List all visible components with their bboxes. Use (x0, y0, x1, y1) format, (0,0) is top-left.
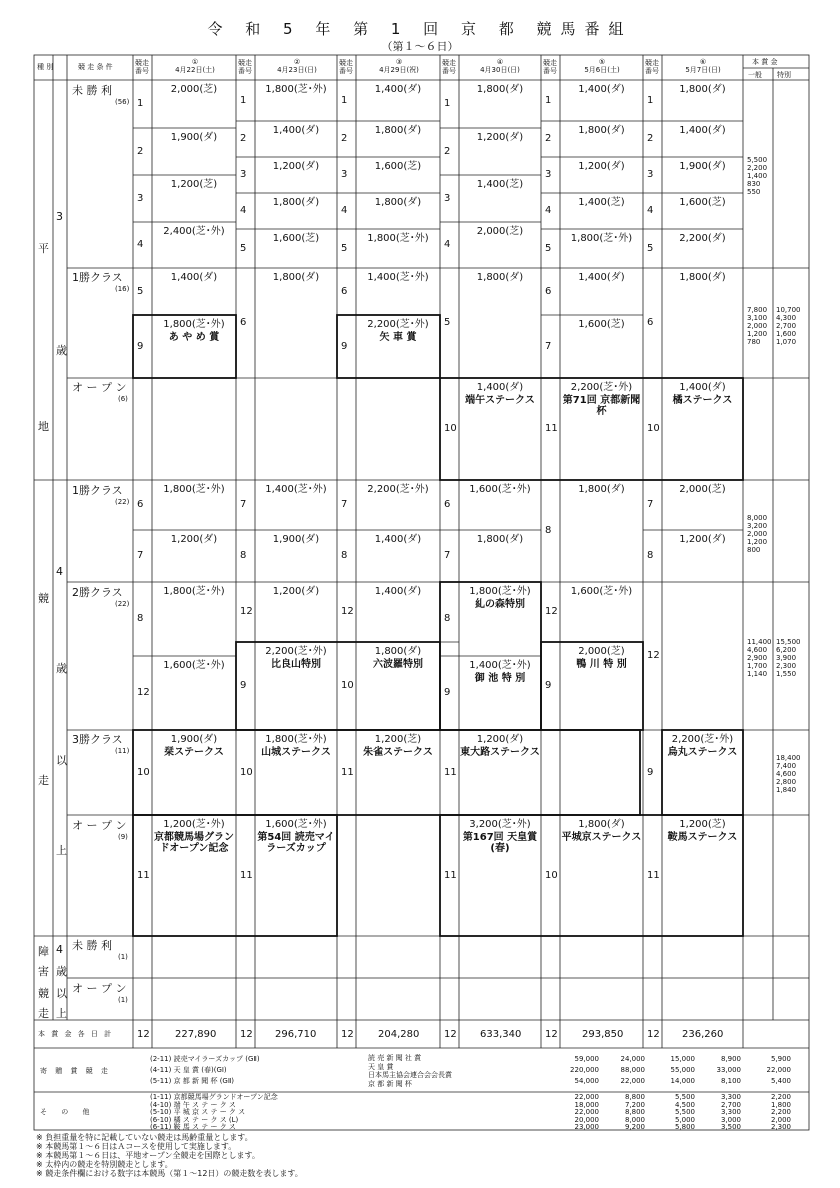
race-distance: 2,000(芝) (170, 84, 218, 95)
footnotes (36, 1133, 303, 1178)
race-name: 第71回 京都新聞杯 (562, 395, 641, 417)
footnote: ※ 負担重量を特に記載していない競走は馬齢重量とします。 (36, 1133, 253, 1142)
col-day5: ⑤ 5月6日(土) (584, 58, 620, 74)
race-number: 1 (545, 94, 552, 106)
race-distance: 1,400(ダ) (272, 125, 320, 136)
race-number: 3 (647, 169, 654, 180)
prize-3win: 18,400 7,400 4,600 2,800 1,840 (776, 754, 801, 794)
race-distance: 2,000(芝) (578, 646, 625, 657)
race-distance: 1,800(芝･外) (570, 233, 633, 244)
race-distance: 1,400(ダ) (679, 125, 726, 136)
race-distance: 1,600(芝) (272, 233, 320, 244)
race-name: 烏丸ステークス (667, 747, 738, 758)
race-number: 3 (137, 192, 144, 204)
race-distance: 1,400(芝･外) (469, 660, 531, 671)
col-race-no: 競走番号 (543, 59, 557, 75)
trophy-amounts (560, 1054, 794, 1087)
others-label: そ の 他 (40, 1108, 96, 1116)
race-distance: 1,200(ダ) (476, 132, 524, 143)
col-prize-special: 特別 (777, 71, 791, 79)
col-race-no: 競走番号 (339, 59, 353, 75)
race-number: 6 (240, 317, 247, 328)
race-distance: 1,400(ダ) (476, 382, 524, 393)
race-number: 9 (341, 340, 348, 352)
race-distance: 1,800(芝･外) (265, 84, 327, 95)
race-distance: 3,200(芝･外) (469, 819, 531, 830)
race-name: 御 池 特 別 (474, 673, 526, 684)
race-number: 4 (137, 239, 144, 250)
prize-1win3-general: 7,800 3,100 2,000 1,200 780 (747, 306, 768, 346)
race-number: 12 (647, 650, 660, 661)
cond-1win3: 1勝クラス (72, 271, 123, 284)
race-name: 端午ステークス (465, 395, 535, 406)
race-name: あ や め 賞 (168, 332, 220, 343)
race-name: 六波羅特別 (373, 659, 423, 670)
jump-age-4: 上 (56, 1007, 67, 1020)
totals-day6: 236,260 (682, 1029, 724, 1040)
totals-count-4: 12 (444, 1029, 457, 1040)
race-number: 1 (444, 98, 451, 109)
race-number: 5 (341, 242, 348, 254)
race-number: 11 (341, 766, 354, 778)
race-number: 3 (545, 169, 552, 180)
race-number: 4 (341, 205, 348, 216)
race-number: 11 (647, 869, 660, 881)
col-prize-general: 一般 (748, 71, 762, 79)
race-distance: 1,400(ダ) (679, 382, 726, 393)
race-distance: 1,800(ダ) (476, 534, 524, 545)
race-name: 第167回 天皇賞(春) (462, 832, 538, 854)
race-distance: 1,400(ダ) (578, 84, 625, 95)
age-4-sai: 歳 (56, 662, 67, 675)
race-distance: 2,200(芝･外) (367, 484, 429, 495)
race-number: 8 (545, 525, 552, 536)
cond-open3: オ ー プ ン (72, 381, 127, 394)
race-distance: 1,200(芝) (679, 819, 726, 830)
race-number: 5 (137, 285, 144, 297)
race-distance: 1,800(ダ) (476, 272, 524, 283)
totals-count-6: 12 (647, 1029, 660, 1040)
jump-3: 競 (38, 987, 49, 1000)
side-flat-2: 地 (38, 420, 49, 433)
race-number: 2 (240, 133, 247, 144)
race-distance: 1,800(芝･外) (367, 233, 429, 244)
page-title: 令 和 5 年 第 1 回 京 都 競馬番組 (207, 20, 633, 38)
col-race-no: 競走番号 (442, 59, 456, 75)
cond-jump-open-count: (1) (118, 996, 128, 1004)
totals-day5: 293,850 (582, 1029, 624, 1040)
race-number: 4 (444, 239, 451, 250)
side-flat-3: 競 (38, 592, 49, 605)
footnote: ※ 本競馬第１～６日は、平地オープン全競走を国際とします。 (36, 1151, 260, 1160)
race-distance: 1,200(ダ) (272, 586, 320, 597)
cond-jump-open: オ ー プ ン (72, 982, 127, 995)
race-number: 6 (341, 285, 348, 297)
race-name: 橘ステークス (672, 395, 733, 406)
race-name: 東大路ステークス (460, 747, 540, 758)
race-number: 12 (341, 606, 354, 617)
race-name: 栞ステークス (164, 747, 224, 758)
totals-count-3: 12 (341, 1029, 354, 1040)
age-4-jou: 上 (56, 844, 67, 857)
cond-open3-count: (6) (118, 395, 128, 403)
trophy-row-1: 59,000 24,000 15,000 8,900 5,900 (574, 1055, 791, 1063)
jump-age-1: 4 (56, 943, 63, 956)
race-number: 3 (444, 192, 451, 204)
race-distance: 1,400(芝･外) (367, 272, 429, 283)
race-name: 京都競馬場グランドオープン記念 (154, 832, 234, 854)
others-row-5: 23,000 9,200 5,800 3,500 2,300 (574, 1123, 791, 1131)
totals-count-5: 12 (545, 1029, 558, 1040)
totals-day3: 204,280 (378, 1029, 420, 1040)
race-number: 10 (240, 766, 253, 778)
totals-count-2: 12 (240, 1029, 253, 1040)
race-number: 11 (137, 869, 150, 881)
race-number: 4 (240, 205, 247, 216)
footnote: ※ 競走条件欄における数字は本競馬（第１～12日）の競走数を表します。 (36, 1169, 303, 1178)
race-distance: 1,800(芝･外) (163, 319, 225, 330)
col-day1: ① 4月22日(土) (175, 58, 215, 74)
prize-1win3-special: 10,700 4,300 2,700 1,600 1,070 (776, 306, 801, 346)
jump-age-2: 歳 (56, 965, 67, 978)
race-distance: 1,800(ダ) (679, 272, 726, 283)
footnote: ※ 本競馬第１～６日はＡコースを使用して実施します。 (36, 1142, 237, 1151)
totals-day2: 296,710 (275, 1029, 317, 1040)
race-distance: 1,800(ダ) (578, 125, 625, 136)
race-name: 朱雀ステークス (363, 747, 433, 758)
race-distance: 1,600(芝･外) (469, 484, 531, 495)
race-distance: 1,400(ダ) (374, 586, 422, 597)
race-distance: 1,200(ダ) (578, 161, 625, 172)
race-distance: 2,000(芝) (679, 484, 726, 495)
race-number: 2 (545, 133, 552, 144)
race-name: 鞍馬ステークス (667, 832, 738, 843)
cond-jump-maiden: 未 勝 利 (72, 939, 112, 952)
race-distance: 2,200(芝･外) (671, 734, 734, 745)
race-distance: 1,600(芝) (679, 197, 726, 208)
race-number: 9 (444, 687, 451, 698)
race-number: 7 (444, 550, 451, 561)
trophy-label: 寄 贈 賞 競 走 (40, 1067, 111, 1075)
race-number: 2 (137, 145, 144, 157)
jump-2: 害 (38, 965, 49, 978)
side-flat-4: 走 (38, 774, 49, 787)
race-number: 5 (444, 317, 451, 328)
age-4: 4 (56, 565, 63, 578)
totals-day4: 633,340 (480, 1029, 522, 1040)
race-distance: 1,900(ダ) (170, 734, 218, 745)
race-number: 5 (647, 242, 654, 254)
race-name: 鴨 川 特 別 (576, 659, 627, 670)
race-name: 平城京ステークス (561, 832, 642, 843)
trophy-row-3: 54,000 22,000 14,000 8,100 5,400 (574, 1077, 791, 1085)
race-distance: 1,400(芝･外) (265, 484, 327, 495)
race-name: 第54回 読売マイラーズカップ (257, 832, 335, 854)
race-number: 6 (647, 317, 654, 328)
race-number: 4 (545, 205, 552, 216)
age-4-i: 以 (56, 754, 67, 767)
others-row-3: 22,000 8,800 5,500 3,300 2,200 (574, 1108, 791, 1116)
race-distance: 2,200(芝･外) (367, 319, 429, 330)
totals-day1: 227,890 (175, 1029, 217, 1040)
race-number: 11 (444, 766, 457, 778)
race-distance: 1,600(芝･外) (163, 660, 225, 671)
col-day6: ⑥ 5月7日(日) (685, 58, 721, 74)
race-distance: 1,400(ダ) (578, 272, 625, 283)
side-flat-1: 平 (38, 242, 49, 255)
cond-1win4: 1勝クラス (72, 484, 123, 497)
col-day3: ③ 4月29日(祝) (379, 58, 419, 74)
race-distance: 1,900(ダ) (170, 132, 218, 143)
race-distance: 1,800(ダ) (374, 646, 422, 657)
jump-age-3: 以 (56, 987, 67, 1000)
race-number: 1 (240, 94, 247, 106)
race-number: 8 (647, 550, 654, 561)
race-number: 12 (240, 606, 253, 617)
race-number: 12 (137, 687, 150, 698)
race-distance: 1,900(ダ) (272, 534, 320, 545)
race-number: 4 (647, 205, 654, 216)
race-number: 7 (647, 499, 654, 510)
race-distance: 1,200(芝･外) (163, 819, 225, 830)
cond-2win4-count: (22) (115, 600, 130, 608)
race-distance: 1,400(ダ) (170, 272, 218, 283)
race-number: 8 (137, 613, 144, 624)
race-number: 8 (240, 550, 247, 561)
prize-maiden: 5,500 2,200 1,400 830 550 (747, 156, 768, 196)
col-condition: 競 走 条 件 (78, 63, 113, 71)
race-number: 11 (545, 423, 558, 434)
race-distance: 1,800(芝･外) (265, 734, 327, 745)
race-name: 比良山特別 (271, 659, 321, 670)
col-prize: 本 賞 金 (752, 58, 778, 66)
race-number: 7 (240, 499, 247, 510)
race-distance: 1,200(ダ) (170, 534, 218, 545)
race-number: 1 (137, 98, 144, 109)
cond-1win3-count: (16) (115, 285, 130, 293)
race-distance: 1,800(芝･外) (163, 484, 225, 495)
race-number: 10 (137, 766, 150, 778)
trophy-races: (2-11) 読売マイラーズカップ (GⅡ) (4-11) 天 皇 賞 (春)(GⅠ) (5-11) 京 都 新 聞 杯 (GⅡ) (150, 1055, 260, 1085)
race-number: 9 (647, 766, 654, 778)
prize-2win-special: 15,500 6,200 3,900 2,300 1,550 (776, 638, 801, 678)
totals-label: 本 賞 金 各 日 計 (38, 1030, 114, 1038)
race-number: 5 (545, 242, 552, 254)
race-distance: 1,800(ダ) (272, 272, 320, 283)
age-3: 3 (56, 210, 63, 223)
jump-1: 障 (38, 945, 49, 958)
totals-count-1: 12 (137, 1029, 150, 1040)
race-distance: 1,800(ダ) (578, 819, 625, 830)
race-name: 山城ステークス (261, 747, 331, 758)
race-number: 7 (341, 499, 348, 510)
race-distance: 2,000(芝) (476, 226, 524, 237)
col-race-no: 競走番号 (645, 59, 659, 75)
others-row-2: 18,000 7,200 4,500 2,700 1,800 (574, 1100, 791, 1109)
trophy-givers: 読 売 新 聞 社 賞 天 皇 賞 日本馬主協会連合会会長賞 京 都 新 聞 杯 (368, 1054, 452, 1088)
race-distance: 1,800(ダ) (578, 484, 625, 495)
trophy-row-2: 220,000 88,000 55,000 33,000 22,000 (570, 1066, 791, 1074)
col-race-no: 競走番号 (238, 59, 252, 75)
race-distance: 1,600(芝) (374, 161, 422, 172)
race-distance: 1,200(芝) (170, 179, 218, 190)
race-number: 5 (240, 242, 247, 254)
prize-1win4: 8,000 3,200 2,000 1,200 800 (747, 514, 768, 554)
race-number: 2 (647, 133, 654, 144)
race-distance: 1,200(ダ) (679, 534, 726, 545)
cond-maiden3-count: (56) (115, 98, 130, 106)
race-number: 2 (444, 145, 451, 157)
cond-open4-count: (9) (118, 833, 128, 841)
col-race-no: 競走番号 (135, 59, 149, 75)
cond-2win4: 2勝クラス (72, 586, 123, 599)
race-number: 3 (341, 169, 348, 180)
cond-3win4-count: (11) (115, 747, 130, 755)
race-distance: 1,400(ダ) (374, 84, 422, 95)
race-number: 8 (341, 550, 348, 561)
prize-2win-general: 11,400 4,600 2,900 1,700 1,140 (747, 638, 772, 678)
race-number: 2 (341, 133, 348, 144)
race-distance: 1,800(芝･外) (163, 586, 225, 597)
col-kind: 種 別 (37, 63, 54, 71)
race-number: 11 (444, 869, 457, 881)
others-row-4: 20,000 8,000 5,000 3,000 2,000 (574, 1115, 791, 1124)
age-sai: 歳 (56, 344, 67, 357)
cond-maiden3: 未 勝 利 (72, 84, 112, 97)
race-number: 9 (240, 680, 247, 691)
col-day4: ④ 4月30日(日) (480, 58, 520, 74)
race-distance: 1,600(芝･外) (570, 586, 633, 597)
race-name: 矢 車 賞 (379, 332, 417, 343)
race-number: 9 (545, 680, 552, 691)
race-number: 10 (341, 680, 354, 691)
cond-3win4: 3勝クラス (72, 733, 123, 746)
race-distance: 2,400(芝･外) (163, 226, 225, 237)
race-number: 8 (444, 613, 451, 624)
race-distance: 1,800(ダ) (476, 84, 524, 95)
cond-1win4-count: (22) (115, 498, 130, 506)
others-races: (1-11) 京都競馬場グランドオープン記念 (4-10) 端 午 ス テ ー ク ス (5-10) 平 城 京 ス テ ー ク ス (6-10) 橘 ス テ ー ク ス (L) (6-11) 鞍 馬 ス テ ー ク ス (150, 1093, 278, 1131)
race-distance: 1,800(ダ) (374, 197, 422, 208)
race-number: 3 (240, 169, 247, 180)
race-distance: 1,600(芝･外) (265, 819, 327, 830)
race-distance: 2,200(芝･外) (570, 382, 633, 393)
race-number: 1 (341, 94, 348, 106)
race-number: 10 (647, 423, 660, 434)
footnote: ※ 太枠内の競走を特別競走とします。 (36, 1160, 173, 1169)
cond-jump-maiden-count: (1) (118, 953, 128, 961)
race-number: 10 (444, 423, 457, 434)
race-number: 11 (240, 869, 253, 881)
page-subtitle: （第１～６日） (381, 40, 459, 53)
others-row-1: 22,000 8,800 5,500 3,300 2,200 (574, 1093, 791, 1101)
race-number: 6 (137, 499, 144, 510)
others-amounts (560, 1094, 794, 1132)
race-distance: 1,800(ダ) (374, 125, 422, 136)
race-name: 糺の森特別 (475, 599, 525, 610)
race-distance: 1,800(ダ) (679, 84, 726, 95)
race-distance: 1,900(ダ) (679, 161, 726, 172)
race-distance: 2,200(ダ) (679, 233, 726, 244)
cond-open4: オ ー プ ン (72, 819, 127, 832)
race-number: 6 (545, 285, 552, 297)
jump-4: 走 (38, 1007, 49, 1020)
race-number: 6 (444, 499, 451, 510)
race-number: 9 (137, 340, 144, 352)
race-distance: 1,600(芝) (578, 319, 625, 330)
race-distance: 1,400(芝) (578, 197, 625, 208)
race-number: 12 (545, 606, 558, 617)
race-distance: 1,400(ダ) (374, 534, 422, 545)
race-number: 10 (545, 869, 558, 881)
race-distance: 1,200(ダ) (272, 161, 320, 172)
race-distance: 1,800(ダ) (272, 197, 320, 208)
race-distance: 1,400(芝) (476, 179, 524, 190)
race-distance: 1,200(ダ) (476, 734, 524, 745)
col-day2: ② 4月23日(日) (277, 58, 317, 74)
race-number: 7 (545, 340, 552, 352)
race-number: 1 (647, 94, 654, 106)
race-distance: 1,800(芝･外) (469, 586, 531, 597)
race-distance: 1,200(芝) (374, 734, 422, 745)
race-distance: 2,200(芝･外) (265, 646, 327, 657)
race-number: 7 (137, 550, 144, 561)
